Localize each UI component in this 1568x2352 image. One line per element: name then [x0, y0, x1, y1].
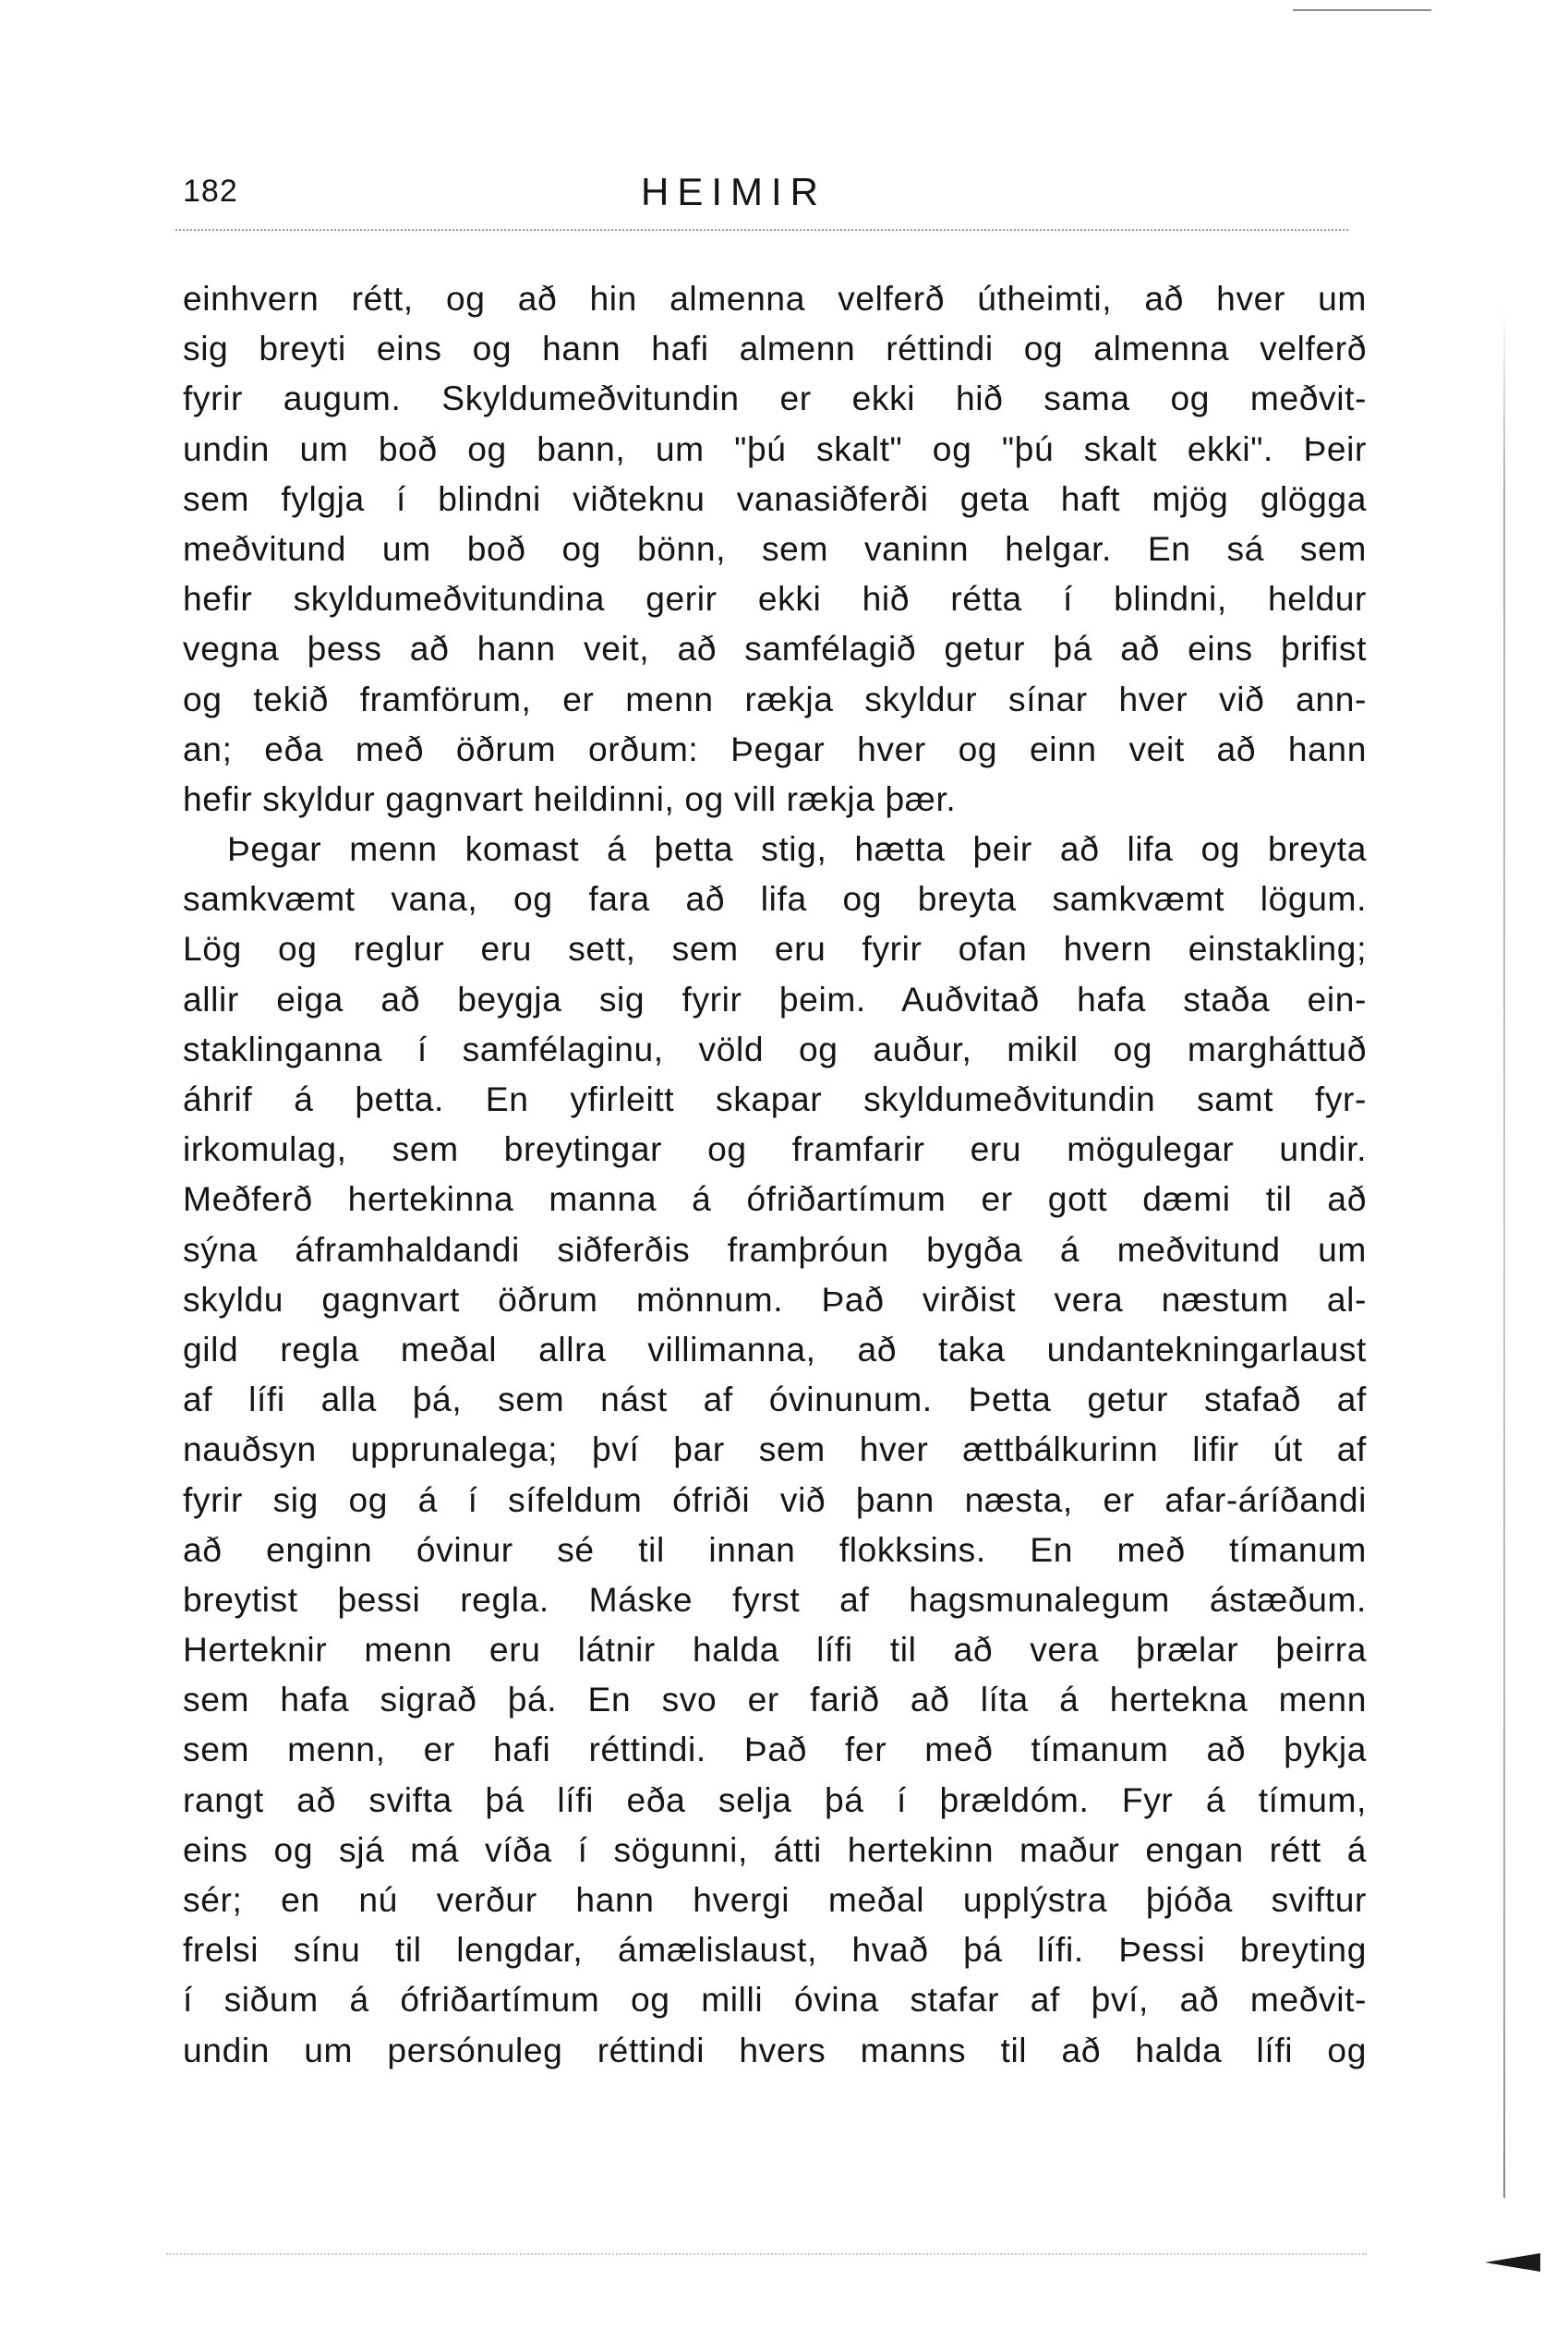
text-line: gild regla meðal allra villimanna, að taka undantekningarlaust	[183, 1329, 1367, 1369]
text-line: Þegar menn komast á þetta stig, hætta þeir að lifa og breyta	[227, 829, 1367, 869]
text-line: breytist þessi regla. Máske fyrst af hagsmunalegum ástæðum.	[183, 1579, 1367, 1619]
text-line: fyrir augum. Skyldumeðvitundin er ekki hið sama og meðvit-	[183, 379, 1367, 418]
text-line: Herteknir menn eru látnir halda lífi til að vera þrælar þeirra	[183, 1630, 1367, 1670]
page-header	[183, 170, 1356, 229]
text-line: sig breyti eins og hann hafi almenn réttindi og almenna velferð	[183, 329, 1367, 368]
text-line: eins og sjá má víða í sögunni, átti hertekinn maður engan rétt á	[183, 1829, 1367, 1869]
text-line: an; eða með öðrum orðum: Þegar hver og einn veit að hann	[183, 729, 1367, 768]
page-edge-mark	[1485, 2253, 1540, 2272]
text-line: vegna þess að hann veit, að samfélagið getur þá að eins þrifist	[183, 629, 1367, 669]
text-line: hefir skyldumeðvitundina gerir ekki hið rétta í blindni, heldur	[183, 579, 1367, 619]
text-line: sem fylgja í blindni viðteknu vanasiðferði geta haft mjög glögga	[183, 478, 1367, 518]
body-text	[183, 273, 1367, 2075]
binding-edge-line	[1503, 305, 1505, 2198]
running-title: HEIMIR	[641, 170, 826, 213]
text-line: einhvern rétt, og að hin almenna velferð útheimti, að hver um	[183, 279, 1367, 318]
text-line: irkomulag, sem breytingar og framfarir eru mögulegar undir.	[183, 1129, 1367, 1169]
text-line: undin um boð og bann, um "þú skalt" og "þú skalt ekki". Þeir	[183, 428, 1367, 468]
text-line: staklinganna í samfélaginu, völd og auður, mikil og margháttuð	[183, 1029, 1367, 1068]
text-line: allir eiga að beygja sig fyrir þeim. Auðvitað hafa staða ein-	[183, 979, 1367, 1019]
text-line: undin um persónuleg réttindi hvers manns til að halda lífi og	[183, 2030, 1367, 2069]
text-line: skyldu gagnvart öðrum mönnum. Það virðist vera næstum al-	[183, 1279, 1367, 1319]
text-line: fyrir sig og á í sífeldum ófriði við þann næsta, er afar-áríðandi	[183, 1479, 1367, 1519]
text-line: af lífi alla þá, sem nást af óvinunum. Þetta getur stafað af	[183, 1380, 1367, 1419]
text-line: að enginn óvinur sé til innan flokksins. En með tímanum	[183, 1529, 1367, 1569]
header-rule	[175, 229, 1348, 231]
scan-edge-rule	[1293, 9, 1431, 11]
text-line: og tekið framförum, er menn rækja skyldur sínar hver við ann-	[183, 679, 1367, 718]
text-line: rangt að svifta þá lífi eða selja þá í þrældóm. Fyr á tímum,	[183, 1779, 1367, 1819]
text-line: hefir skyldur gagnvart heildinni, og vill rækja þær.	[183, 778, 957, 818]
text-line: áhrif á þetta. En yfirleitt skapar skyldumeðvitundin samt fyr-	[183, 1080, 1367, 1118]
text-line: samkvæmt vana, og fara að lifa og breyta samkvæmt lögum.	[183, 879, 1367, 919]
text-line: sýna áframhaldandi siðferðis framþróun bygða á meðvitund um	[183, 1229, 1367, 1269]
text-line: meðvitund um boð og bönn, sem vaninn helgar. En sá sem	[183, 528, 1367, 568]
footer-rule	[166, 2253, 1367, 2255]
text-line: Meðferð hertekinna manna á ófriðartímum er gott dæmi til að	[183, 1179, 1367, 1219]
text-line: frelsi sínu til lengdar, ámælislaust, hvað þá lífi. Þessi breyting	[183, 1930, 1367, 1970]
text-line: Lög og reglur eru sett, sem eru fyrir ofan hvern einstakling;	[183, 929, 1367, 969]
page-number: 182	[183, 174, 238, 209]
text-line: í siðum á ófriðartímum og milli óvina stafar af því, að meðvit-	[183, 1980, 1367, 2020]
text-line: nauðsyn upprunalega; því þar sem hver ættbálkurinn lifir út af	[183, 1429, 1367, 1469]
text-line: sem hafa sigrað þá. En svo er farið að líta á hertekna menn	[183, 1680, 1367, 1719]
text-line: sem menn, er hafi réttindi. Það fer með tímanum að þykja	[183, 1730, 1367, 1769]
text-line: sér; en nú verður hann hvergi meðal upplýstra þjóða sviftur	[183, 1880, 1367, 1919]
